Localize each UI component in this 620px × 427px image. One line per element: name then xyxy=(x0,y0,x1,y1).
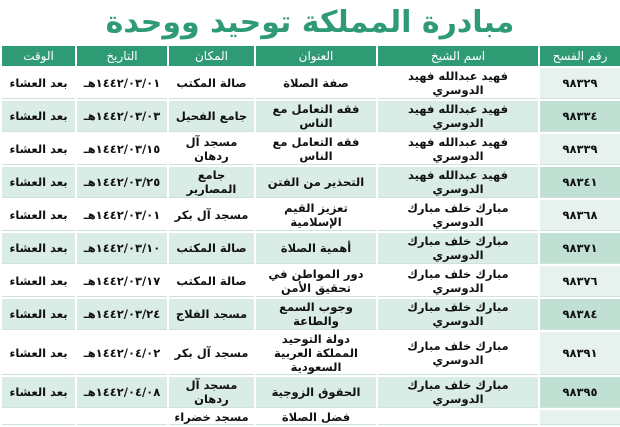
column-header-place: المكان xyxy=(169,46,254,66)
cell-place: مسجد الفلاج xyxy=(169,299,254,330)
table-row xyxy=(2,332,620,375)
cell-topic: تعزيز القيم الإسلامية xyxy=(256,200,376,231)
cell-sheikh: فهيد عبدالله فهيد الدوسري xyxy=(378,68,538,99)
cell-time: بعد العشاء xyxy=(2,101,75,132)
table-row xyxy=(2,377,620,408)
cell-date: ١٤٤٢/٠٤/٠٨هـ xyxy=(77,377,167,408)
cell-time: بعد العشاء xyxy=(2,266,75,297)
cell-date: ١٤٤٢/٠٣/١٠هـ xyxy=(77,233,167,264)
cell-topic: دور المواطن في تحقيق الأمن xyxy=(256,266,376,297)
cell-sheikh: مبارك خلف مبارك الدوسري xyxy=(378,233,538,264)
cell-place: صالة المكتب xyxy=(169,266,254,297)
cell-time: بعد العشاء xyxy=(2,332,75,375)
table-row xyxy=(2,134,620,165)
cell-date: ١٤٤٢/٠٣/٢٥هـ xyxy=(77,167,167,198)
table-row xyxy=(2,233,620,264)
cell-sheikh: فهيد عبدالله فهيد الدوسري xyxy=(378,167,538,198)
cell-topic: وجوب السمع والطاعة xyxy=(256,299,376,330)
cell-topic: فقه التعامل مع الناس xyxy=(256,101,376,132)
cell-place: جامع الفحيل xyxy=(169,101,254,132)
cell-sheikh: مبارك خلف مبارك الدوسري xyxy=(378,377,538,408)
cell-code: ٩٨٣٤١ xyxy=(540,167,620,198)
cell-sheikh: مبارك خلف مبارك الدوسري xyxy=(378,332,538,375)
cell-topic: صفة الصلاة xyxy=(256,68,376,99)
cell-time: بعد العشاء xyxy=(2,134,75,165)
cell-sheikh: فهيد عبدالله فهيد الدوسري xyxy=(378,101,538,132)
cell-time xyxy=(2,410,75,425)
cell-code: ٩٨٣٧١ xyxy=(540,233,620,264)
cell-date: ١٤٤٢/٠٣/١٥هـ xyxy=(77,134,167,165)
cell-place: صالة المكتب xyxy=(169,233,254,264)
lectures-table xyxy=(0,44,620,427)
cell-place: مسجد آل بكر xyxy=(169,200,254,231)
cell-sheikh: مبارك خلف مبارك الدوسري xyxy=(378,266,538,297)
cell-time: بعد العشاء xyxy=(2,377,75,408)
cell-sheikh: فهيد عبدالله فهيد الدوسري xyxy=(378,134,538,165)
cell-place: مسجد آل ردهان xyxy=(169,134,254,165)
table-row xyxy=(2,299,620,330)
cell-sheikh: مبارك خلف مبارك الدوسري xyxy=(378,299,538,330)
table-row xyxy=(2,410,620,425)
cell-code: ٩٨٣٢٩ xyxy=(540,68,620,99)
cell-date xyxy=(77,410,167,425)
cell-date: ١٤٤٢/٠٣/٠٣هـ xyxy=(77,101,167,132)
table-row xyxy=(2,266,620,297)
cell-time: بعد العشاء xyxy=(2,167,75,198)
cell-sheikh xyxy=(378,410,538,425)
cell-code: ٩٨٣٨٤ xyxy=(540,299,620,330)
table-row xyxy=(2,101,620,132)
column-header-date: التاريخ xyxy=(77,46,167,66)
cell-topic: دولة التوحيد المملكة العربية السعودية xyxy=(256,332,376,375)
column-header-topic: العنوان xyxy=(256,46,376,66)
cell-time: بعد العشاء xyxy=(2,299,75,330)
column-header-code: رقم الفسح xyxy=(540,46,620,66)
cell-code xyxy=(540,410,620,425)
cell-code: ٩٨٣٦٨ xyxy=(540,200,620,231)
column-header-time: الوقت xyxy=(2,46,75,66)
cell-topic: فقه التعامل مع الناس xyxy=(256,134,376,165)
table-header-row xyxy=(2,46,620,66)
cell-place: جامع المصارير xyxy=(169,167,254,198)
cell-place: صالة المكتب xyxy=(169,68,254,99)
cell-topic: الحقوق الزوجية xyxy=(256,377,376,408)
table-row xyxy=(2,167,620,198)
cell-place: مسجد خضراء xyxy=(169,410,254,425)
cell-date: ١٤٤٢/٠٣/٠١هـ xyxy=(77,200,167,231)
cell-topic: فضل الصلاة xyxy=(256,410,376,425)
cell-date: ١٤٤٢/٠٣/٠١هـ xyxy=(77,68,167,99)
cell-date: ١٤٤٢/٠٣/٢٤هـ xyxy=(77,299,167,330)
page-title: مبادرة المملكة توحيد ووحدة xyxy=(105,4,515,40)
cell-code: ٩٨٣٩١ xyxy=(540,332,620,375)
column-header-sheikh: اسم الشيخ xyxy=(378,46,538,66)
cell-time: بعد العشاء xyxy=(2,68,75,99)
cell-place: مسجد آل ردهان xyxy=(169,377,254,408)
cell-topic: أهمية الصلاة xyxy=(256,233,376,264)
cell-code: ٩٨٣٣٩ xyxy=(540,134,620,165)
cell-time: بعد العشاء xyxy=(2,233,75,264)
cell-code: ٩٨٣٩٥ xyxy=(540,377,620,408)
cell-code: ٩٨٣٧٦ xyxy=(540,266,620,297)
cell-code: ٩٨٣٣٤ xyxy=(540,101,620,132)
cell-time: بعد العشاء xyxy=(2,200,75,231)
cell-topic: التحذير من الفتن xyxy=(256,167,376,198)
cell-place: مسجد آل بكر xyxy=(169,332,254,375)
table-row xyxy=(2,68,620,99)
cell-date: ١٤٤٢/٠٣/١٧هـ xyxy=(77,266,167,297)
table-row xyxy=(2,200,620,231)
cell-date: ١٤٤٢/٠٤/٠٢هـ xyxy=(77,332,167,375)
cell-sheikh: مبارك خلف مبارك الدوسري xyxy=(378,200,538,231)
